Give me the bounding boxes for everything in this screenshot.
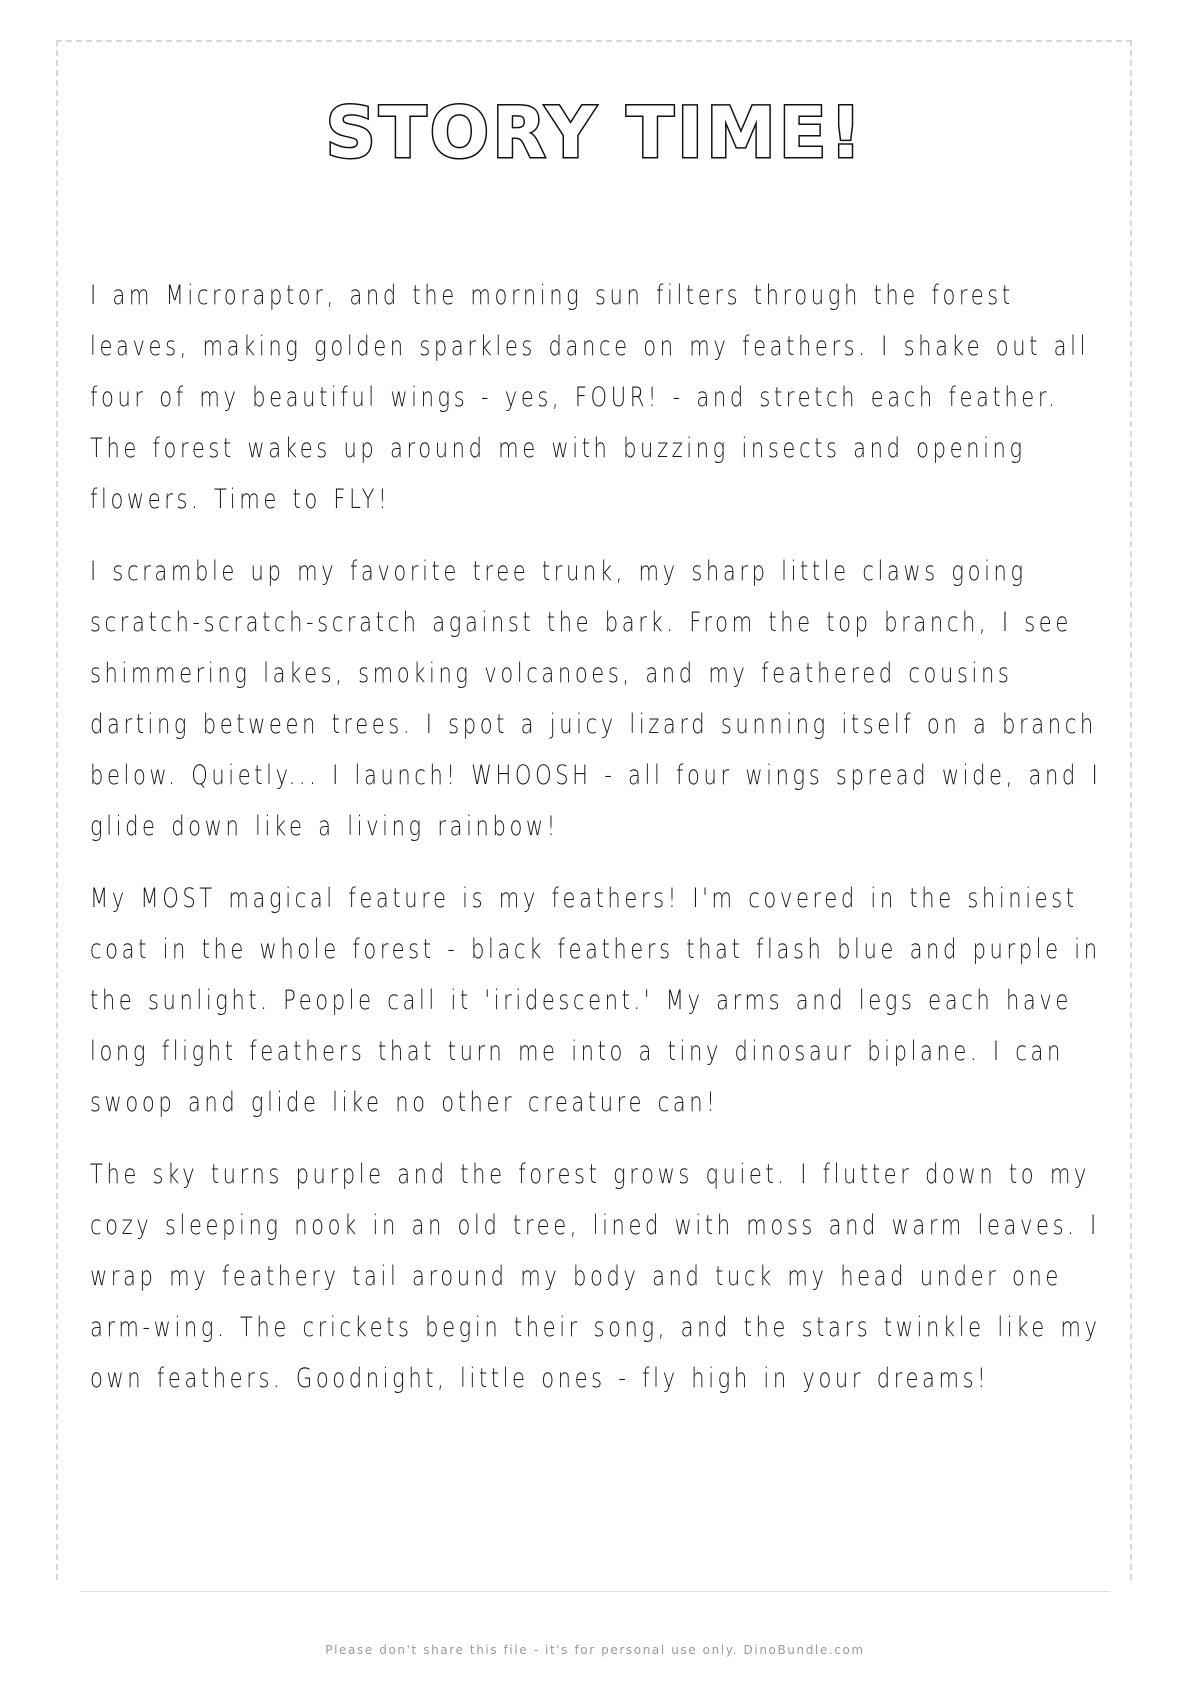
footer-divider — [80, 1591, 1110, 1592]
story-paragraph: I scramble up my favorite tree trunk, my sharp little claws going scratch-scratch-scratch against the bark. From the top branch, I see shimmering lakes, smoking volcanoes, and my feathered cousins darting between trees. I spot a juicy lizard sunning itself on a branch below. Quietly... I launch! WHOOSH - all four wings spread wide, and I glide down like a living rainbow! — [90, 556, 1102, 842]
story-paragraph: I am Microraptor, and the morning sun filters through the forest leaves, making golden sparkles dance on my feathers. I shake out all four of my beautiful wings - yes, FOUR! - and stretch each feather. The forest wakes up around me with buzzing insects and opening flowers. Time to FLY! — [90, 280, 1090, 515]
story-paragraph: My MOST magical feature is my feathers! I'm covered in the shiniest coat in the whole forest - black feathers that flash blue and purple in the sunlight. People call it 'iridescent.' My arms and legs each have long flight feathers that turn me into a tiny dinosaur biplane. I can swoop and glide like no other creature can! — [90, 883, 1101, 1118]
footer-note: Please don't share this file - it's for personal use only. DinoBundle.com — [325, 1643, 865, 1657]
page-title: STORY TIME! — [325, 92, 865, 174]
story-paragraph: The sky turns purple and the forest grows quiet. I flutter down to my cozy sleeping nook in an old tree, lined with moss and warm leaves. I wrap my feathery tail around my body and tuck my head under one arm-wing. The crickets begin their song, and the stars twinkle like my own feathers. Goodnight, little ones - fly high in your dreams! — [90, 1159, 1101, 1394]
story-body — [90, 270, 1110, 1425]
